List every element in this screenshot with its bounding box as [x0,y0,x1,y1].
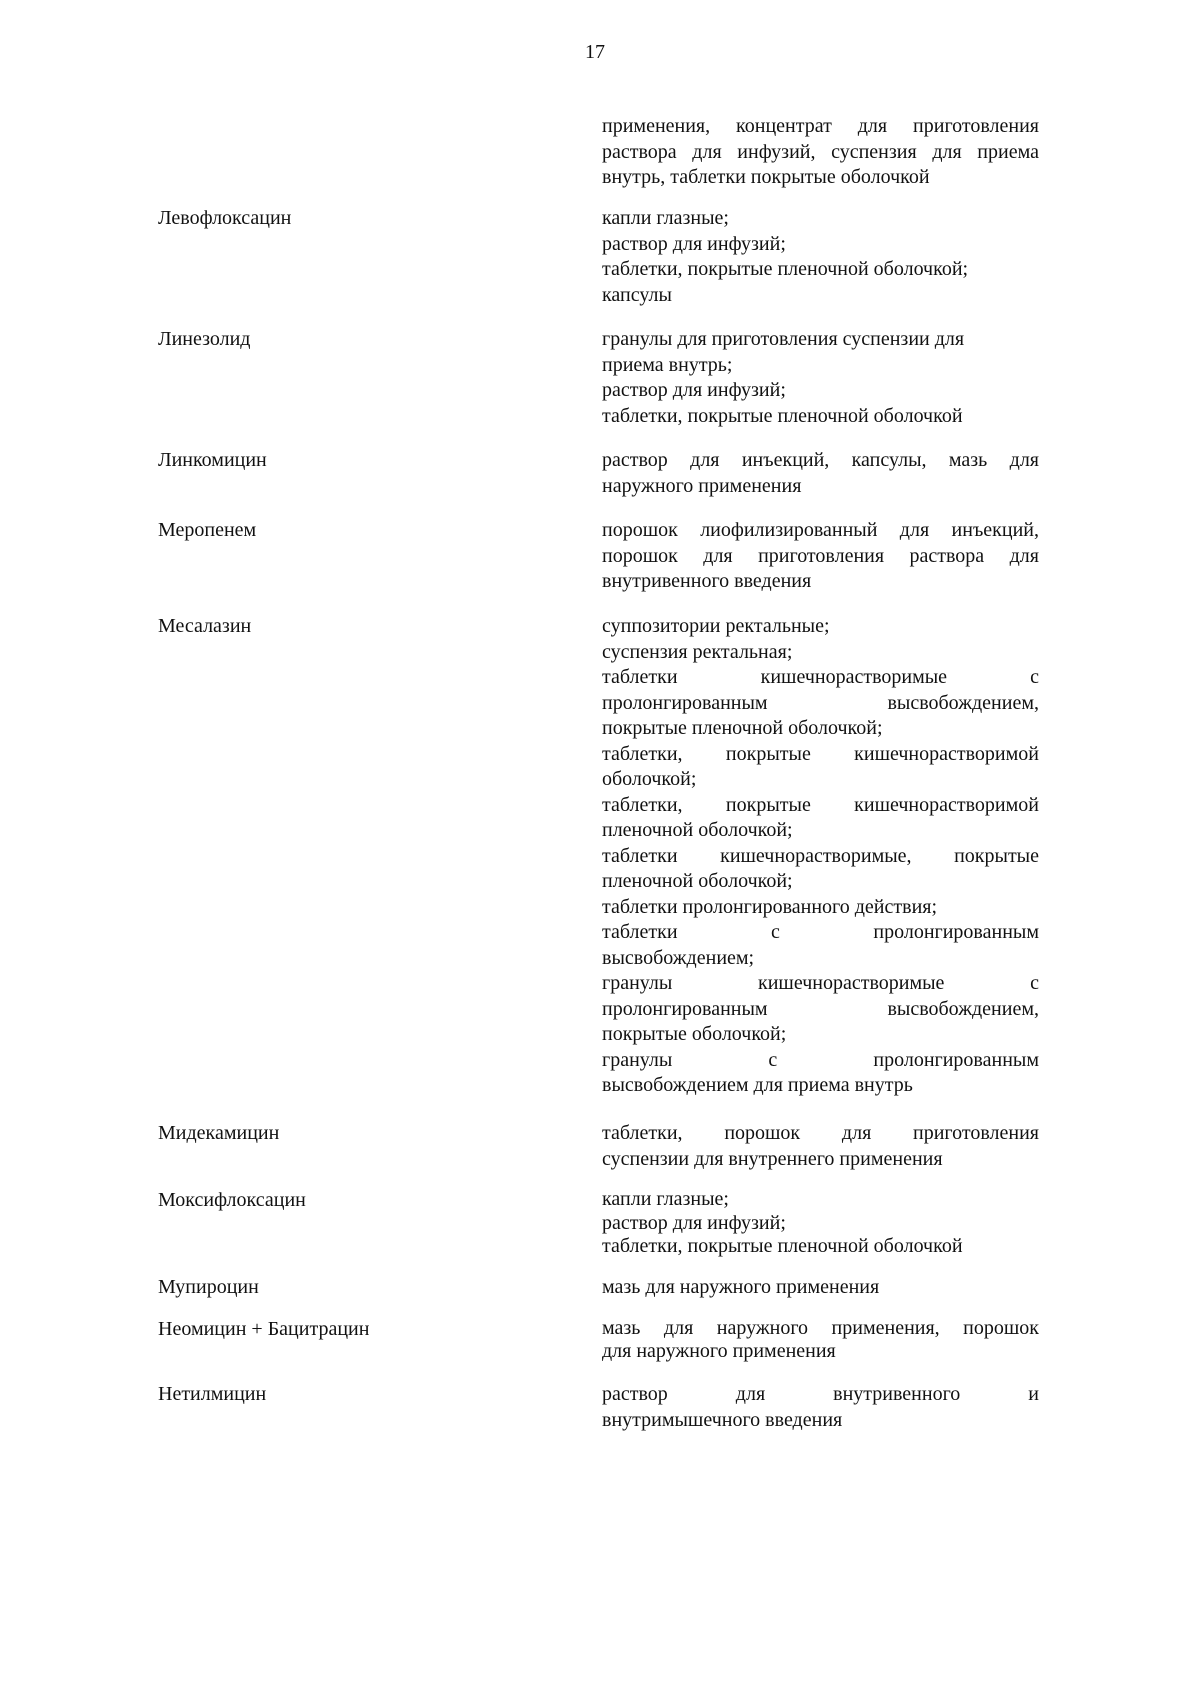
form-line: таблетки, покрытые пленочной оболочкой; [602,258,969,280]
drug-forms [602,1382,1039,1433]
form-line: покрытые пленочной оболочкой; [602,717,883,739]
form-line: приема внутрь; [602,353,733,376]
drug-name: Линкомицин [158,449,267,471]
drug-forms [602,1121,1039,1172]
form-line: гранулы для приготовления суспензии для [602,328,965,350]
drug-forms [602,1317,1039,1363]
drug-forms [602,518,1039,595]
form-line: таблетки с пролонгированным [602,921,1039,943]
form-line: наружного применения [602,474,802,497]
form-line: порошок для приготовления раствора для [602,544,1039,567]
form-line: внутривенного введения [602,570,812,592]
form-line: таблетки, покрытые кишечнорастворимой [602,793,1039,816]
form-line: раствор для инъекций, капсулы, мазь для [602,449,1039,471]
drug-forms [602,327,1039,429]
form-line: суспензия ректальная; [602,640,793,663]
drug-forms [602,1188,1039,1259]
form-line: порошок лиофилизированный для инъекций, [602,519,1039,541]
drug-name: Линезолид [158,328,251,350]
form-line: оболочкой; [602,768,697,790]
drug-name: Моксифлоксацин [158,1189,306,1211]
form-line: пролонгированным высвобождением, [602,691,1039,714]
form-line: раствора для инфузий, суспензия для приема [602,140,1039,163]
form-line: таблетки, покрытые пленочной оболочкой [602,404,963,427]
form-line: гранулы с пролонгированным [602,1048,1039,1071]
form-line: пленочной оболочкой; [602,819,793,841]
form-line: суппозитории ректальные; [602,615,830,637]
form-line: суспензии для внутреннего применения [602,1147,943,1170]
form-line: раствор для инфузий; [602,232,786,255]
form-line: таблетки, покрытые пленочной оболочкой [602,1235,963,1257]
drug-forms [602,206,1039,308]
form-line: таблетки, порошок для приготовления [602,1122,1039,1144]
form-line: пролонгированным высвобождением, [602,997,1039,1020]
form-line: капли глазные; [602,207,729,229]
drug-name: Меропенем [158,519,257,541]
form-line: мазь для наружного применения, порошок [602,1317,1039,1339]
form-line: высвобождением; [602,946,755,969]
form-line: таблетки кишечнорастворимые, покрытые [602,844,1039,867]
form-line: раствор для инфузий; [602,379,786,401]
form-line: раствор для инфузий; [602,1211,786,1234]
form-line: внутрь, таблетки покрытые оболочкой [602,166,930,188]
drug-name: Нетилмицин [158,1383,267,1405]
drug-name: Левофлоксацин [158,207,292,229]
form-line: раствор для внутривенного и [602,1383,1039,1405]
form-line: покрытые оболочкой; [602,1023,787,1045]
drug-name: Мидекамицин [158,1122,280,1144]
form-line: гранулы кишечнорастворимые с [602,972,1039,994]
form-line: таблетки, покрытые кишечнорастворимой [602,742,1039,765]
drug-forms [602,114,1039,191]
form-line: таблетки кишечнорастворимые с [602,666,1039,688]
drug-name: Месалазин [158,615,252,637]
drug-name: Мупироцин [158,1276,259,1298]
form-line: пленочной оболочкой; [602,870,793,892]
form-line: капсулы [602,283,672,306]
form-line: мазь для наружного применения [602,1276,880,1298]
drug-forms [602,614,1039,1099]
drug-forms [602,448,1039,499]
drug-name: Неомицин + Бацитрацин [158,1318,370,1340]
page-number: 17 [585,41,605,63]
drug-forms [602,1275,1039,1301]
form-line: внутримышечного введения [602,1408,843,1431]
form-line: применения, концентрат для приготовления [602,115,1039,137]
form-line: таблетки пролонгированного действия; [602,895,938,918]
form-line: высвобождением для приема внутрь [602,1074,913,1096]
form-line: для наружного применения [602,1340,836,1362]
form-line: капли глазные; [602,1188,729,1210]
